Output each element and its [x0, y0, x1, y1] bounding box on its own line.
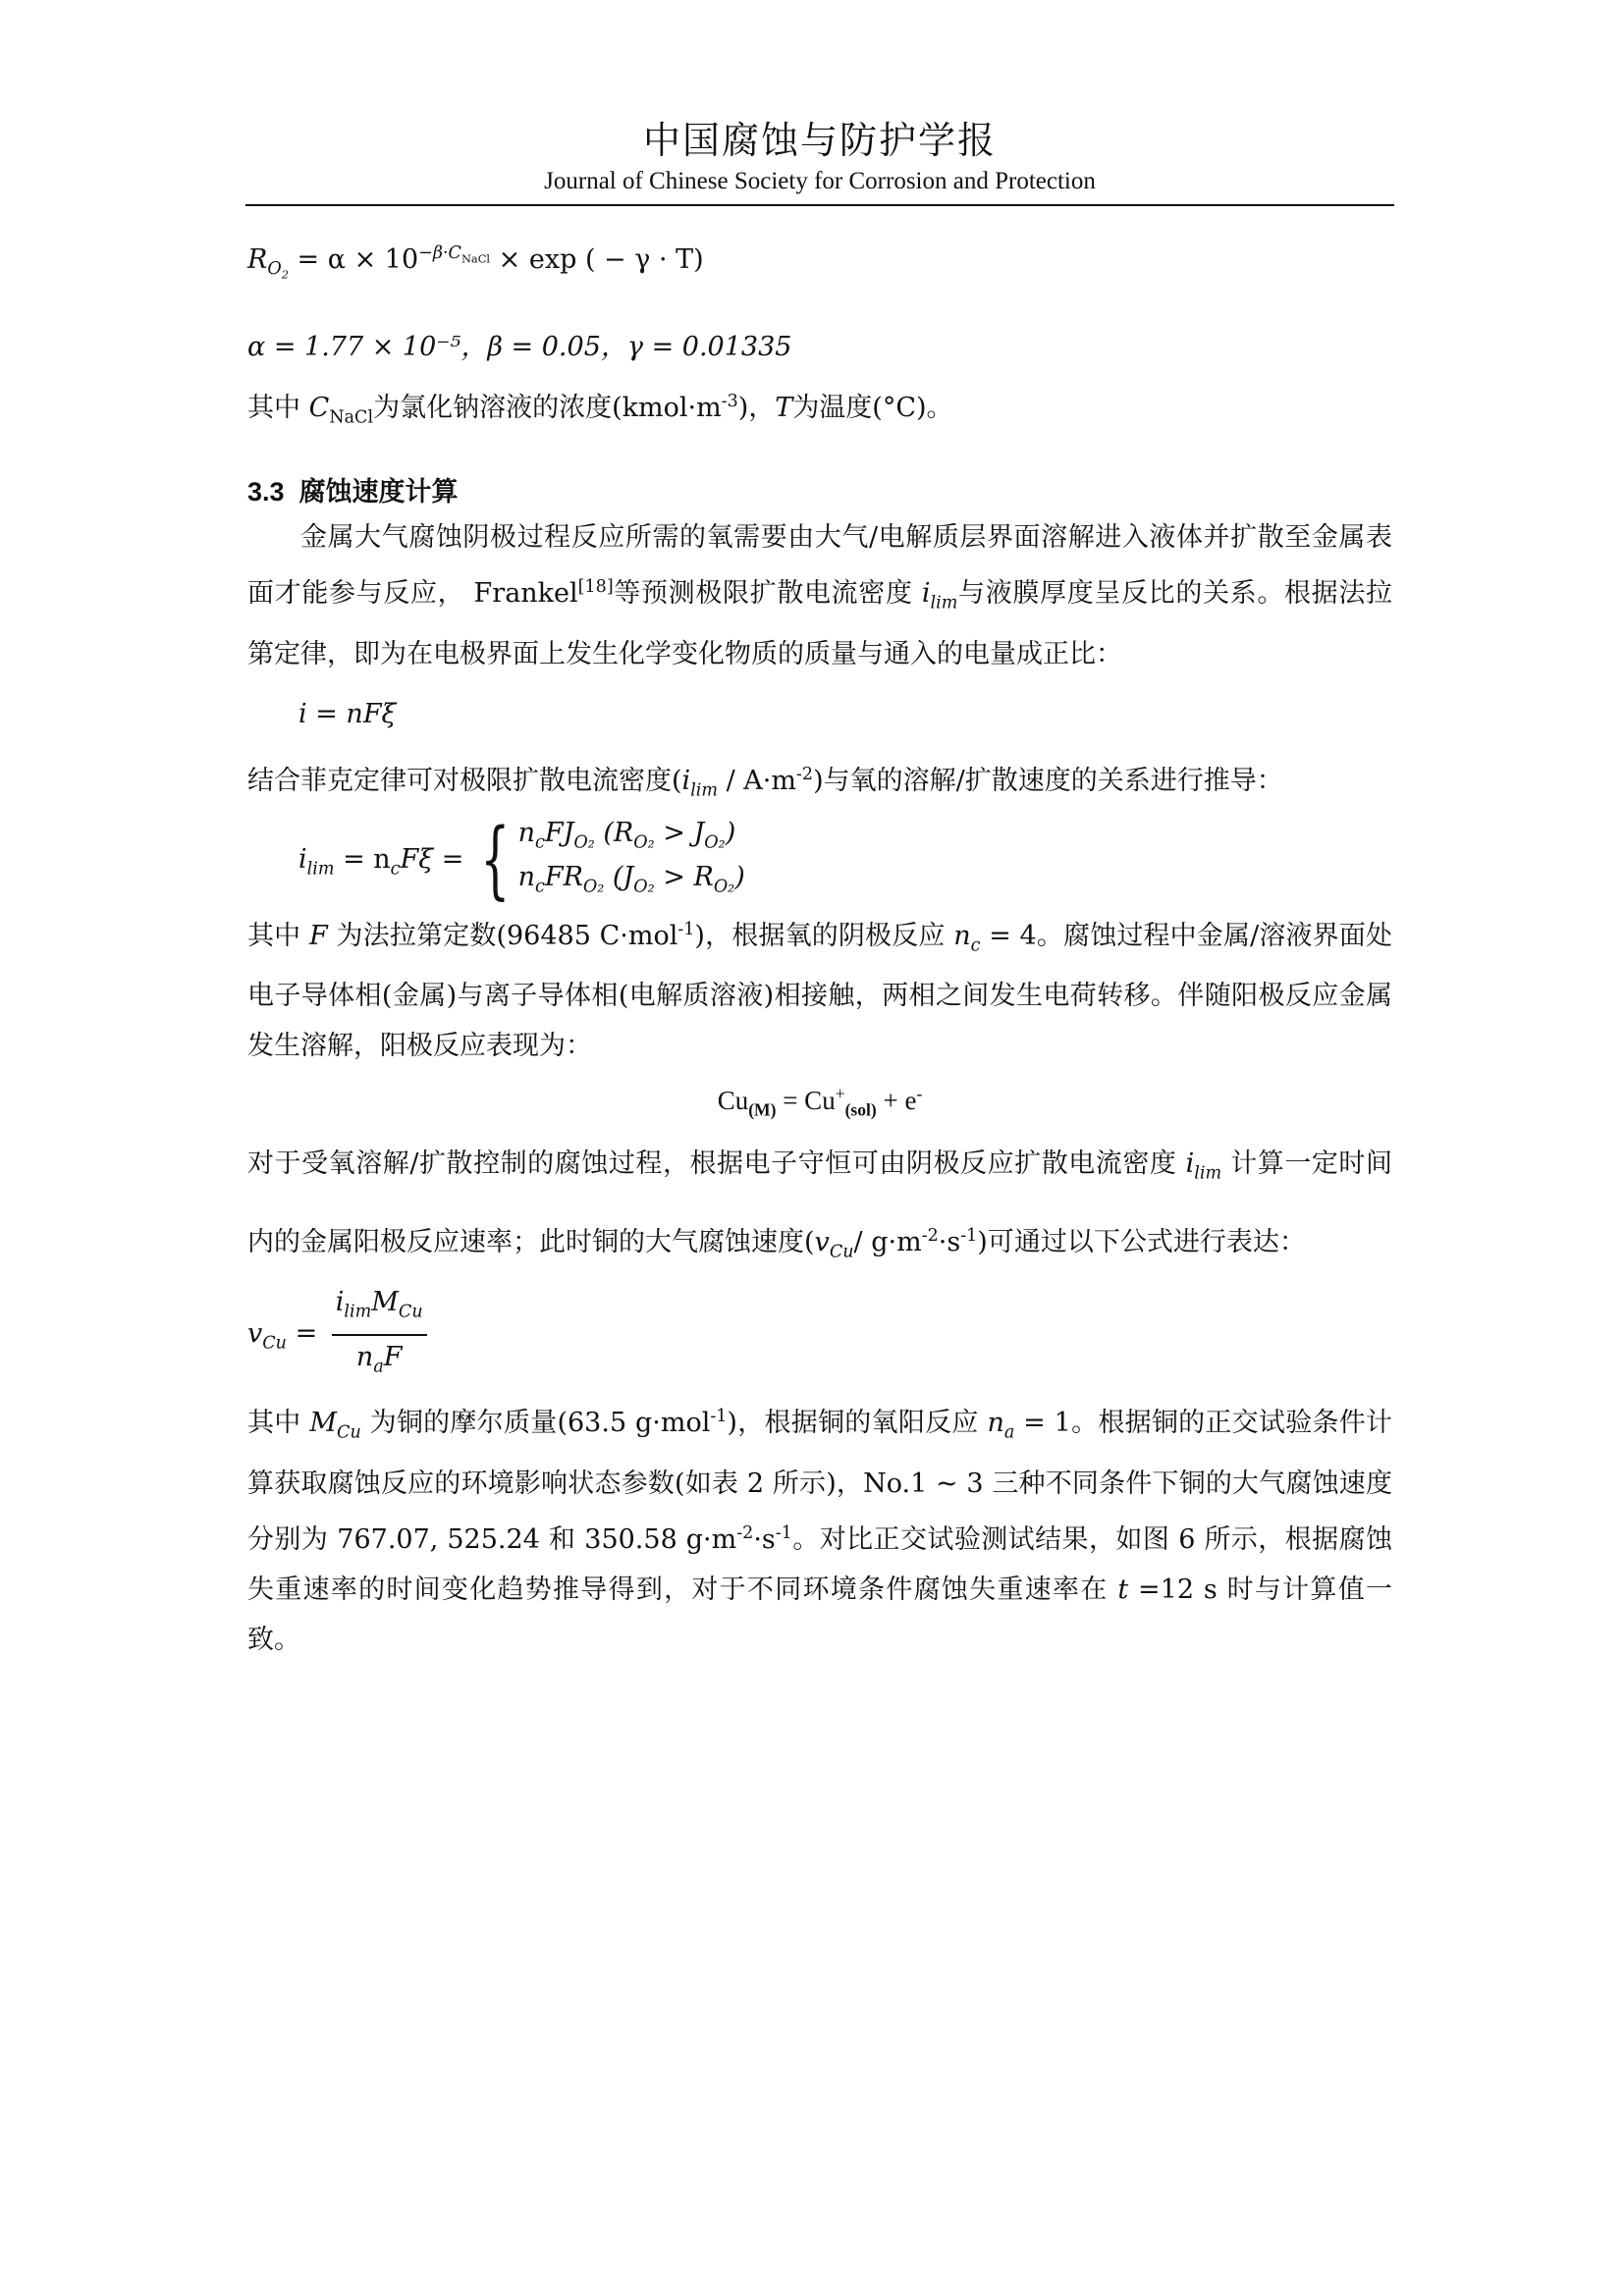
equation-copper-corrosion-rate: $v_{Cu}$ = $\frac{i_{lim}M_{Cu}}{n_aF}$	[247, 1283, 1392, 1386]
section-heading	[247, 470, 1392, 508]
journal-title-chinese: 中国腐蚀与防护学报	[642, 119, 997, 162]
paragraph-corrosion-rate: 对于受氧溶解/扩散控制的腐蚀过程，根据电子守恒可由阴极反应扩散电流密度 $i_{lim}$ 计算一定时间内的金属阳极反应速率；此时铜的大气腐蚀速度($v_{Cu}/$ $g\cdot m^{-2}\cdot s^{-1}$)可通过以下公式进行表达：	[247, 1148, 1392, 1262]
section-title: 腐蚀速度计算	[298, 477, 459, 507]
paragraph-molar-mass-results: 其中 $M_{Cu}$ 为铜的摩尔质量(63.5 g·mol$^{-1}$)，根据铜的氧阳反应 $n_a = 1$。根据铜的正交试验条件计算获取腐蚀反应的环境影响状态参数(如表 2 所示)，No.1 ~ 3 三种不同条件下铜的大气腐蚀速度分别为 767.07, 525.24 和 350.58 $g\cdot m^{-2}\cdot s^{-1}$。对比正交试验测试结果，如图 6 所示，根据腐蚀失重速率的时间变化趋势推导得到，对于不同环境条件腐蚀失重速率在 t =12 s 时与计算值一致。	[247, 1407, 1393, 1655]
equation-anodic-reaction: $Cu_{(M)} = Cu^+_{(sol)} + e^-$	[717, 1084, 923, 1120]
equation-faraday: i = nFξ	[298, 698, 397, 729]
header-divider	[245, 204, 1394, 206]
page-header	[245, 116, 1394, 198]
equation-parameters: α = 1.77 × 10⁻⁵，β = 0.05，γ = 0.01335	[247, 331, 792, 362]
equation-limiting-current: $i_{lim} = n_cF\xi$ = { $n_cFJ_{O_2}$ $(R_{O_2} > J_{O_2})$ $n_cFR_{O_2}$ $(J_{O_2} > R_{O_2})$	[298, 811, 745, 910]
paragraph-fick-law: 结合菲克定律可对极限扩散电流密度$(i_{lim} / A\cdot m^{-2})$与氧的溶解/扩散速度的关系进行推导：	[247, 764, 1283, 801]
piecewise-cases: { $n_cFJ_{O_2}$ $(R_{O_2} > J_{O_2})$ $n_cFR_{O_2}$ $(J_{O_2} > R_{O_2})$	[480, 811, 745, 910]
equation-oxygen-dissolution-rate: $R_{O_2} = \alpha \times 10^{-\beta\cdot C_{NaCl}} \times \exp$ ( − γ · T)	[247, 243, 704, 282]
parameter-definition: 其中 $C_{NaCl}$为氯化钠溶液的浓度$(kmol\cdot m^{-3})$，T为温度(°C)。	[247, 391, 953, 428]
fraction: $\frac{i_{lim}M_{Cu}}{n_aF}$	[332, 1283, 427, 1386]
article-body	[247, 226, 1392, 1665]
paragraph-oxygen-diffusion: 金属大气腐蚀阴极过程反应所需的氧需要由大气/电解质层界面溶解进入液体并扩散至金属表面才能参与反应， Frankel[18]等预测极限扩散电流密度 $i_{lim}$与液膜厚度呈反比的关系。根据法拉第定律，即为在电极界面上发生化学变化物质的质量与通入的电量成正比：	[247, 522, 1392, 669]
paragraph-faraday-constant: 其中 F 为法拉第定数(96485 C·mol$^{-1}$)，根据氧的阴极反应 $n_c = 4$。腐蚀过程中金属/溶液界面处电子导体相(金属)与离子导体相(电解质溶液)相接触，两相之间发生电荷转移。伴随阳极反应金属发生溶解，阳极反应表现为：	[247, 919, 1392, 1062]
section-number: 3.3	[247, 477, 285, 507]
journal-title-english: Journal of Chinese Society for Corrosion and Protection	[544, 168, 1096, 194]
